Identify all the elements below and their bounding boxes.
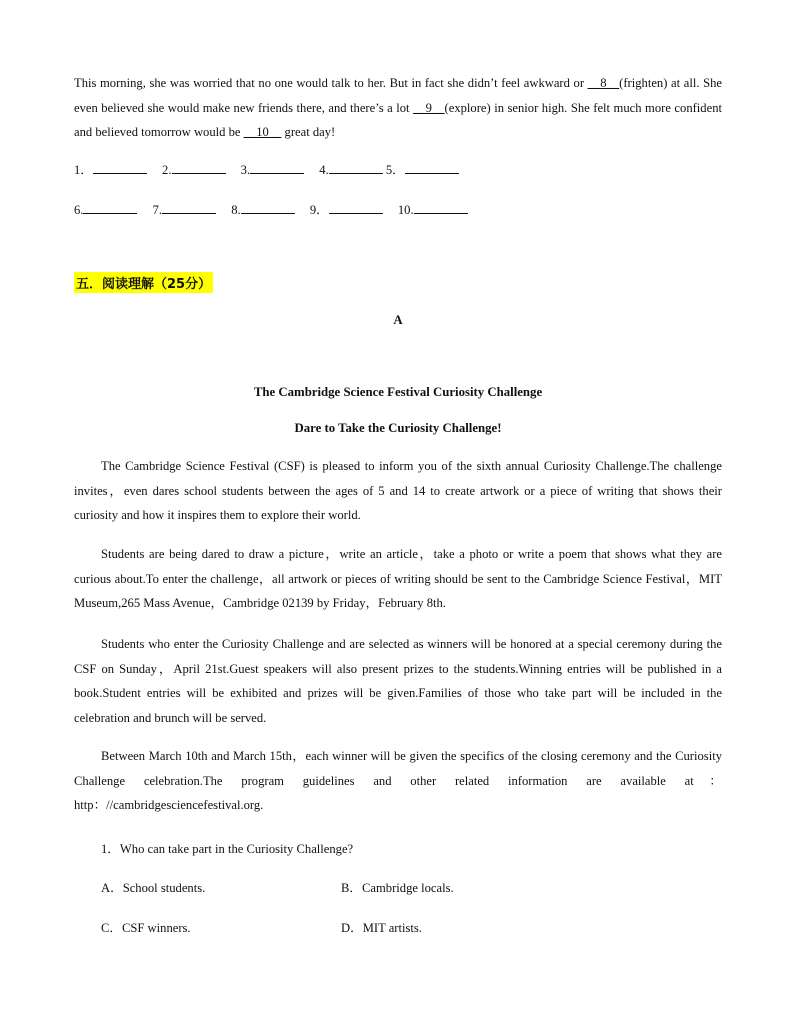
intro-text-1: This morning, she was worried that no one would talk to her. But in fact she didn’t feel awkward or <box>74 76 588 90</box>
option-a: A．School students. <box>101 881 206 895</box>
section-heading: 五．阅读理解（25分） <box>74 272 213 293</box>
blank-9: __9__ <box>413 100 445 115</box>
option-b: B．Cambridge locals. <box>341 881 454 895</box>
answer-blank: 7. <box>153 201 216 218</box>
answer-blank: 1． <box>74 159 147 178</box>
blank-10: __10__ <box>243 125 282 139</box>
answer-blank: 8. <box>231 201 294 218</box>
passage-paragraph-2: Students are being dared to draw a picture，write an article，take a photo or write a poem that shows what they are curious about.To enter the challenge，all artwork or pieces of writing should be sent to the Cambridge Science Festival，MIT Museum,265 Mass Avenue，Cambridge 02139 by Friday，February 8th. <box>74 547 722 610</box>
answer-blank: 9． <box>310 199 383 218</box>
passage-title: The Cambridge Science Festival Curiosity Challenge <box>253 385 543 399</box>
passage-paragraph-4: Between March 10th and March 15th，each winner will be given the specifics of the closing ceremony and the Curiosity Challenge celebration.The program guidelines and other related information are available at：http：//cambridgesciencefestival.org. <box>74 749 722 812</box>
passage-letter: A <box>393 313 403 327</box>
intro-text-2: (frighten) at all. She even believed she would make new friends there, and there’s a lot <box>74 76 723 115</box>
answer-blanks-row-2 <box>74 199 480 218</box>
answer-blanks-row-1 <box>74 159 471 178</box>
answer-blank: 2. <box>162 161 225 178</box>
intro-text-4: great day! <box>281 125 336 139</box>
intro-paragraph <box>74 71 722 145</box>
blank-8: __8__ <box>587 76 620 90</box>
question-1: 1．Who can take part in the Curiosity Challenge? <box>101 842 354 856</box>
option-c: C．CSF winners. <box>101 921 191 935</box>
answer-blank: 5． <box>386 159 459 178</box>
answer-blank: 3. <box>241 161 304 178</box>
passage-paragraph-3: Students who enter the Curiosity Challenge and are selected as winners will be honored at a special ceremony during the CSF on Sunday，April 21st.Guest speakers will also present prizes to the students.Winning entries will be published in a book.Student entries will be exhibited and prizes will be given.Families of those who take part will be included in the celebration and brunch will be served. <box>74 637 722 725</box>
passage-paragraph-1: The Cambridge Science Festival (CSF) is pleased to inform you of the sixth annual Curiosity Challenge.The challenge invites，even dares school students between the ages of 5 and 14 to create artwork or a piece of writing that shows their curiosity and how it inspires them to explore their world. <box>74 459 722 522</box>
answer-blank: 6. <box>74 201 137 218</box>
passage-subtitle: Dare to Take the Curiosity Challenge! <box>294 421 502 435</box>
option-d: D．MIT artists. <box>341 921 422 935</box>
answer-blank: 4. <box>319 161 382 178</box>
intro-text-3: (explore) in senior high. She felt much more confident and believed tomorrow would be <box>74 100 722 139</box>
answer-blank: 10. <box>398 201 468 218</box>
